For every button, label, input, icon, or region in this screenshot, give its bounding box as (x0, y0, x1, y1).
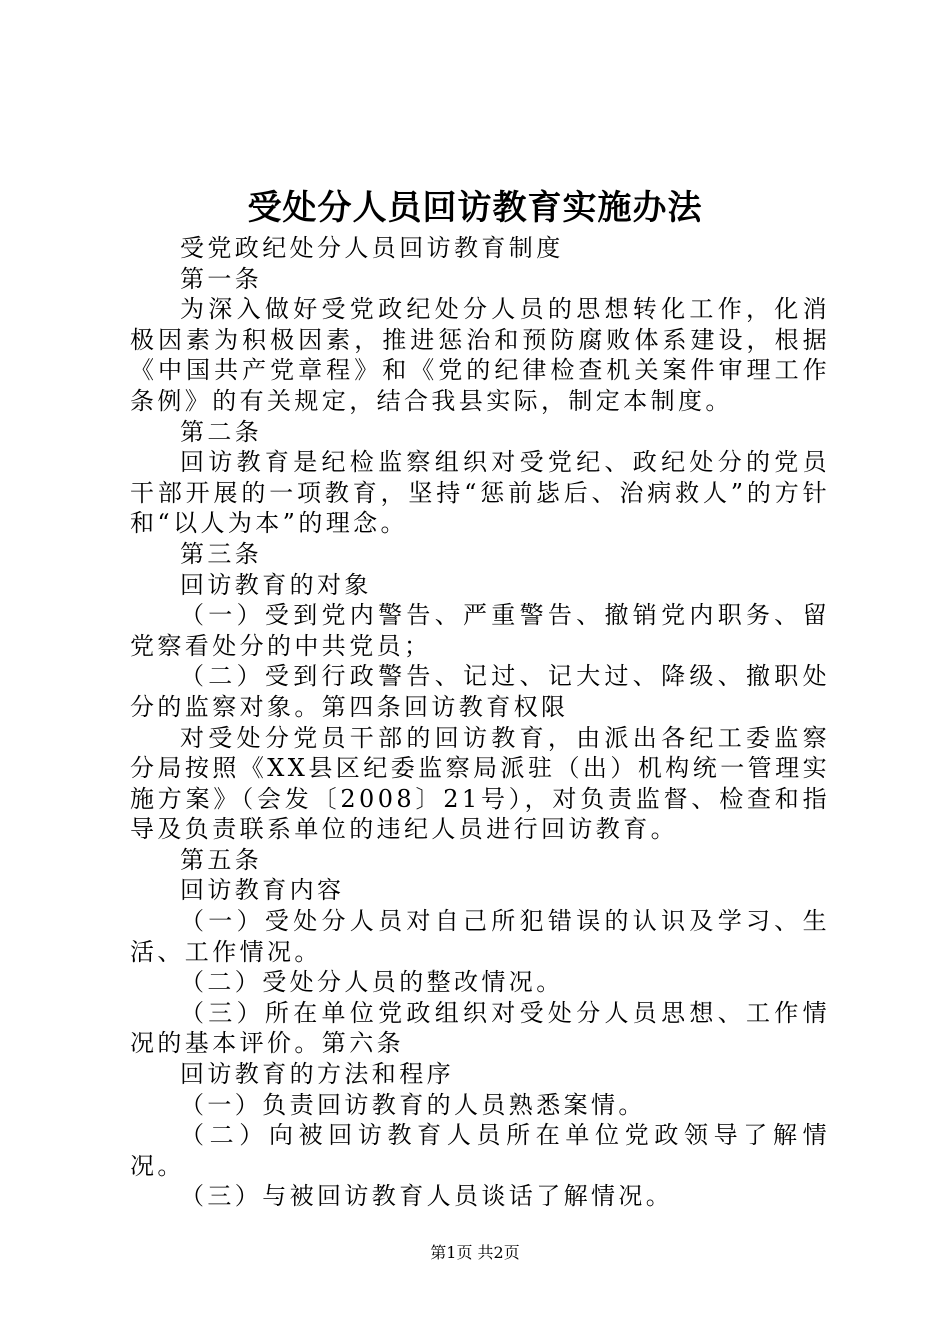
article-4-text: 对受处分党员干部的回访教育，由派出各纪工委监察分局按照《XX县区纪委监察局派驻（出）机构统一管理实施方案》（会发〔2008〕21号），对负责监督、检查和指导及负责联系单位的违纪人员进行回访教育。 (130, 723, 830, 844)
article-6-item-3: （三）与被回访教育人员谈话了解情况。 (180, 1182, 674, 1211)
article-5-item-1: （一）受处分人员对自己所犯错误的认识及学习、生活、工作情况。 (130, 907, 830, 966)
document-title: 受处分人员回访教育实施办法 (247, 188, 703, 228)
article-3-heading: 第三条 (180, 539, 263, 568)
article-1-heading: 第一条 (180, 264, 263, 293)
article-5-item-2: （二）受处分人员的整改情况。 (180, 968, 564, 997)
article-2-text: 回访教育是纪检监察组织对受党纪、政纪处分的党员干部开展的一项教育，坚持“惩前毖后、治病救人”的方针和“以人为本”的理念。 (130, 448, 830, 538)
article-6-item-2: （二）向被回访教育人员所在单位党政领导了解情况。 (130, 1121, 830, 1180)
article-5-item-3: （三）所在单位党政组织对受处分人员思想、工作情况的基本评价。第六条 (130, 998, 830, 1058)
article-1-text: 为深入做好受党政纪处分人员的思想转化工作，化消极因素为积极因素，推进惩治和预防腐败体系建设，根据《中国共产党章程》和《党的纪律检查机关案件审理工作条例》的有关规定，结合我县实际，制定本制度。 (130, 295, 830, 415)
page-number-footer: 第1页 共2页 (430, 1243, 520, 1262)
paragraph-subtitle: 受党政纪处分人员回访教育制度 (180, 234, 564, 262)
article-3-subheading: 回访教育的对象 (180, 570, 372, 599)
article-6-item-1: （一）负责回访教育的人员熟悉案情。 (180, 1090, 646, 1119)
article-3-item-1: （一）受到党内警告、严重警告、撤销党内职务、留党察看处分的中共党员； (130, 601, 830, 660)
article-6-subheading: 回访教育的方法和程序 (180, 1060, 454, 1089)
document-body (130, 233, 830, 1212)
article-5-heading: 第五条 (180, 845, 263, 874)
article-5-subheading: 回访教育内容 (180, 876, 345, 905)
article-2-heading: 第二条 (180, 417, 263, 446)
article-3-item-2: （二）受到行政警告、记过、记大过、降级、撤职处分的监察对象。第四条回访教育权限 (130, 662, 830, 721)
